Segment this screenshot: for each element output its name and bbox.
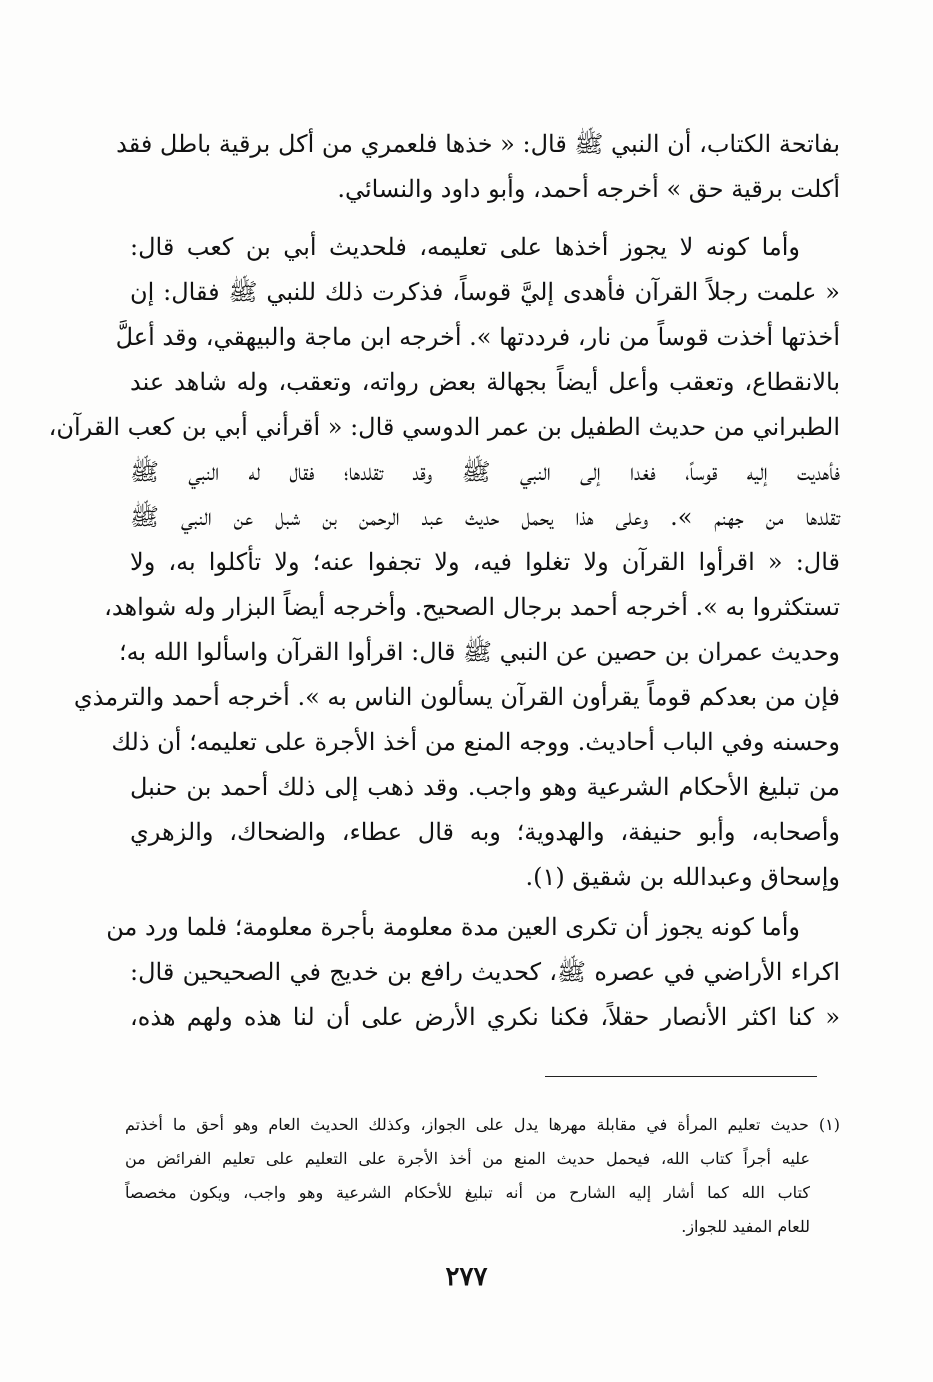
footnote-line: كتاب الله كما أشار إليه الشارح من أنه تبليغ للأحكام الشرعية وهو واجب، ويكون مخصصاً [125, 1183, 810, 1202]
page-number: ٢٧٧ [445, 1262, 488, 1292]
text-line: وأما كونه يجوز أن تكرى العين مدة معلومة بأجرة معلومة؛ فلما ورد من [106, 913, 800, 941]
footnote-line: عليه أجراً كتاب الله، فيحمل حديث المنع من أخذ الأجرة على التعليم على تعليم الفرائض من [125, 1149, 810, 1168]
text-line: وأصحابه، وأبو حنيفة، والهدوية؛ وبه قال عطاء، والضحاك، والزهري [130, 818, 840, 846]
text-line: أخذتها أخذت قوساً من نار، فرددتها ». أخرجه ابن ماجة والبيهقي، وقد أعلَّ [115, 323, 840, 351]
text-line: بفاتحة الكتاب، أن النبي ﷺ قال: « خذها فلعمري من أكل برقية باطل فقد [116, 130, 840, 158]
text-line: بالانقطاع، وتعقب وأعل أيضاً بجهالة بعض رواته، وتعقب، وله شاهد عند [130, 368, 840, 396]
footnote-line: (١) حديث تعليم المرأة في مقابلة مهرها يدل على الجواز، وكذلك الحديث العام وهو أحق ما أخذتم [125, 1115, 840, 1134]
paragraph-3 [106, 905, 840, 1040]
text-line: وحسنه وفي الباب أحاديث. ووجه المنع من أخذ الأجرة على تعليمه؛ أن ذلك [111, 728, 840, 756]
text-line: تقلدها من جهنم ». وعلى هذا يحمل حديث عبد الرحمن بن شبل عن النبي ﷺ [130, 503, 840, 531]
text-line: الطبراني من حديث الطفيل بن عمر الدوسي قال: « أقرأني أبي بن كعب القرآن، [48, 413, 840, 441]
footnote [125, 1108, 840, 1244]
text-line: « علمت رجلاً القرآن فأهدى إليَّ قوساً، فذكرت ذلك للنبي ﷺ فقال: إن [130, 278, 840, 306]
text-line: قال: « اقرأوا القرآن ولا تغلوا فيه، ولا تجفوا عنه؛ ولا تأكلوا به، ولا [130, 548, 841, 576]
footnote-line: للعام المفيد للجواز. [681, 1217, 810, 1236]
text-line: تستكثروا به ». أخرجه أحمد برجال الصحيح. وأخرجه أيضاً البزار وله شواهد، [104, 593, 840, 621]
text-line: وإسحاق وعبدالله بن شقيق (١). [525, 863, 840, 891]
text-line: من تبليغ الأحكام الشرعية وهو واجب. وقد ذهب إلى ذلك أحمد بن حنبل [130, 773, 840, 801]
footnote-divider [545, 1076, 817, 1077]
paragraph-2 [48, 225, 841, 900]
text-line: أكلت برقية حق » أخرجه أحمد، وأبو داود والنسائي. [337, 175, 840, 203]
text-line: فإن من بعدكم قوماً يقرأون القرآن يسألون الناس به ». أخرجه أحمد والترمذي [73, 683, 840, 711]
text-line: وأما كونه لا يجوز أخذها على تعليمه، فلحديث أبي بن كعب قال: [130, 233, 800, 261]
text-line: اكراء الأراضي في عصره ﷺ، كحديث رافع بن خديج في الصحيحين قال: [130, 958, 840, 986]
text-line: « كنا اكثر الأنصار حقلاً، فكنا نكري الأرض على أن لنا هذه ولهم هذه، [130, 1003, 840, 1031]
paragraph-1 [116, 122, 840, 212]
text-line: فأهديت إليه قوساً، فغدا إلى النبي ﷺ وقد تقلدها؛ فقال له النبي ﷺ [130, 458, 840, 486]
text-line: وحديث عمران بن حصين عن النبي ﷺ قال: اقرأوا القرآن واسألوا الله به؛ [118, 638, 840, 666]
